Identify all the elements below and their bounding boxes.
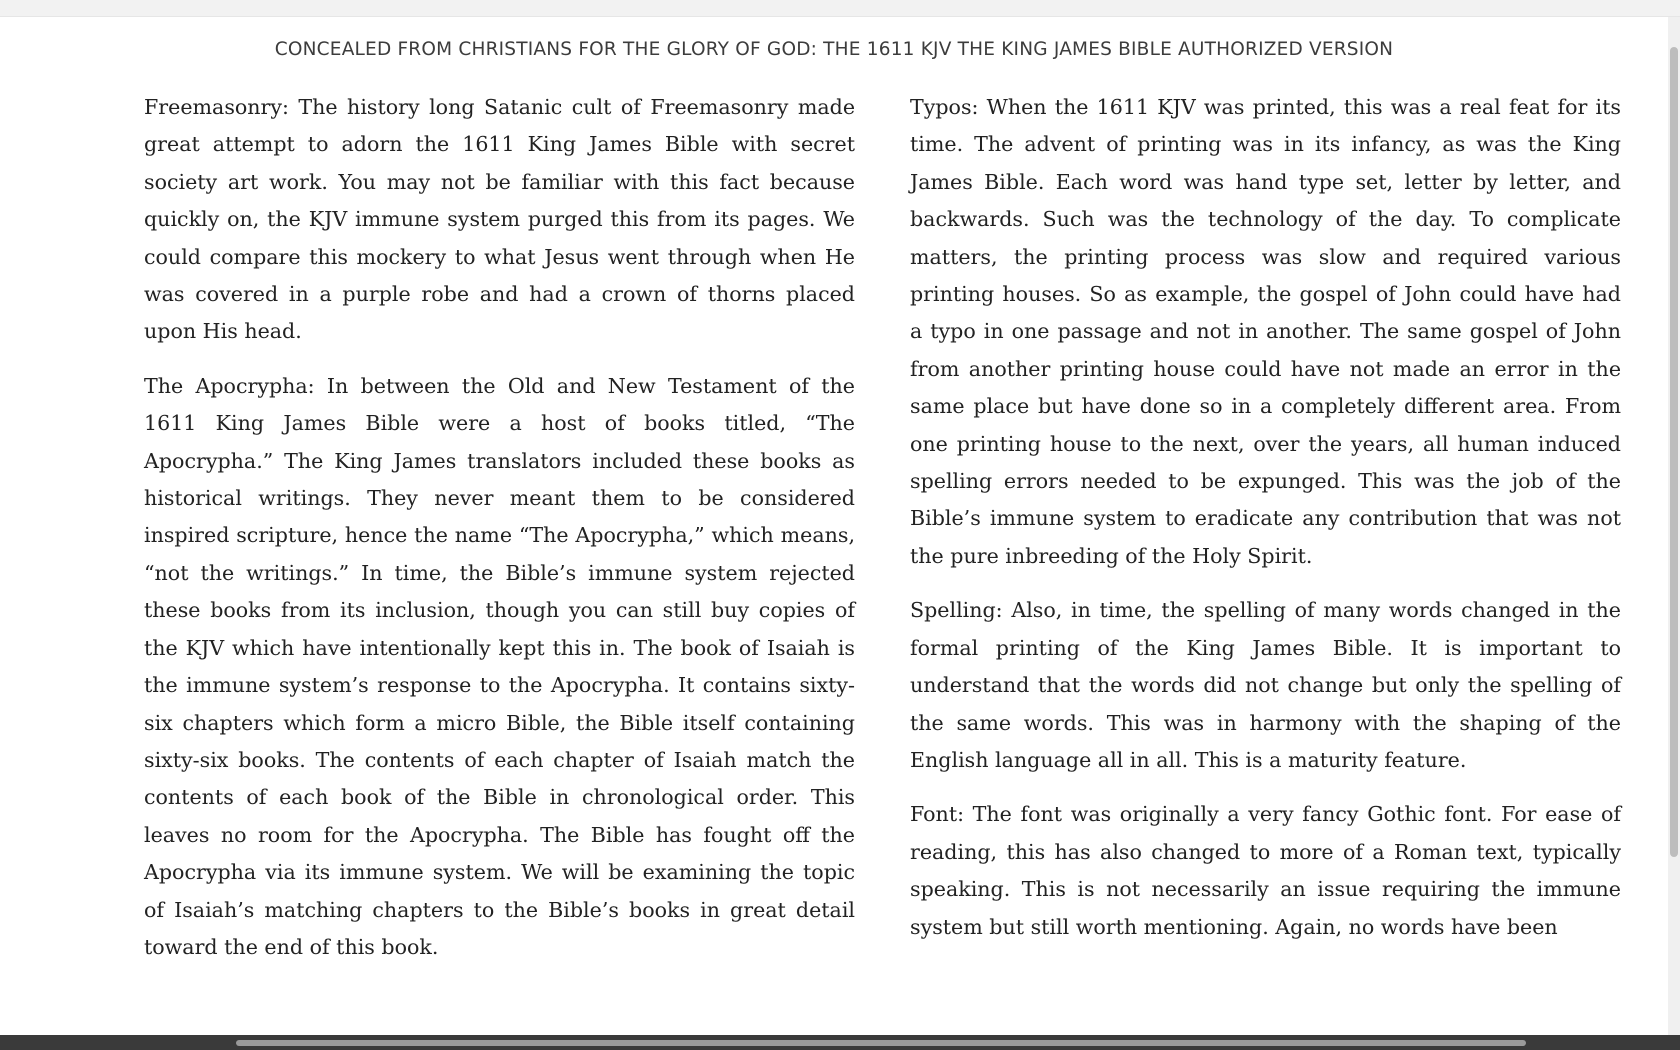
vertical-scrollbar-thumb[interactable] (1670, 47, 1678, 857)
right-text-column (910, 89, 1621, 963)
paragraph-apocrypha: The Apocrypha: In between the Old and New Testament of the 1611 King James Bible were a host of books titled, “The Apocrypha.” The King James translators included these books as historical writings. They never meant them to be considered inspired scripture, hence the name “The Apocrypha,” which means, “not the writings.” In time, the Bible’s immune system rejected these books from its inclusion, though you can still buy copies of the KJV which have intentionally kept this in. The book of Isaiah is the immune system’s response to the Apocrypha. It contains sixty-six chapters which form a micro Bible, the Bible itself containing sixty-six books. The contents of each chapter of Isaiah match the contents of each book of the Bible in chronological order. This leaves no room for the Apocrypha. The Bible has fought off the Apocrypha via its immune system. We will be examining the topic of Isaiah’s matching chapters to the Bible’s books in great detail toward the end of this book. (144, 373, 855, 959)
left-text-column (144, 89, 855, 983)
paragraph-font: Font: The font was originally a very fancy Gothic font. For ease of reading, this has also changed to more of a Roman text, typically speaking. This is not necessarily an issue requiring the immune system but still worth mentioning. Again, no words have been (910, 802, 1621, 939)
paragraph-spelling: Spelling: Also, in time, the spelling of many words changed in the formal printing of the King James Bible. It is important to understand that the words did not change but only the spelling of the same words. This was in harmony with the shaping of the English language all in all. This is a maturity feature. (910, 598, 1621, 772)
vertical-scrollbar[interactable] (1668, 17, 1680, 1035)
top-toolbar-strip (0, 0, 1680, 17)
horizontal-scrollbar-thumb[interactable] (236, 1040, 1526, 1046)
paragraph-typos: Typos: When the 1611 KJV was printed, this was a real feat for its time. The advent of printing was in its infancy, as was the King James Bible. Each word was hand type set, letter by letter, and backwards. Such was the technology of the day. To complicate matters, the printing process was slow and required various printing houses. So as example, the gospel of John could have had a typo in one passage and not in another. The same gospel of John from another printing house could have not made an error in the same place but have done so in a completely different area. From one printing house to the next, over the years, all human induced spelling errors needed to be expunged. This was the job of the Bible’s immune system to eradicate any contribution that was not the pure inbreeding of the Holy Spirit. (910, 95, 1621, 568)
horizontal-scrollbar[interactable] (0, 1035, 1680, 1050)
running-title: CONCEALED FROM CHRISTIANS FOR THE GLORY OF GOD: THE 1611 KJV THE KING JAMES BIBLE AUTHORIZED VERSION (274, 39, 1394, 60)
paragraph-freemasonry: Freemasonry: The history long Satanic cult of Freemasonry made great attempt to adorn the 1611 King James Bible with secret society art work. You may not be familiar with this fact because quickly on, the KJV immune system purged this from its pages. We could compare this mockery to what Jesus went through when He was covered in a purple robe and had a crown of thorns placed upon His head. (144, 95, 855, 344)
reader-page (0, 17, 1668, 1035)
